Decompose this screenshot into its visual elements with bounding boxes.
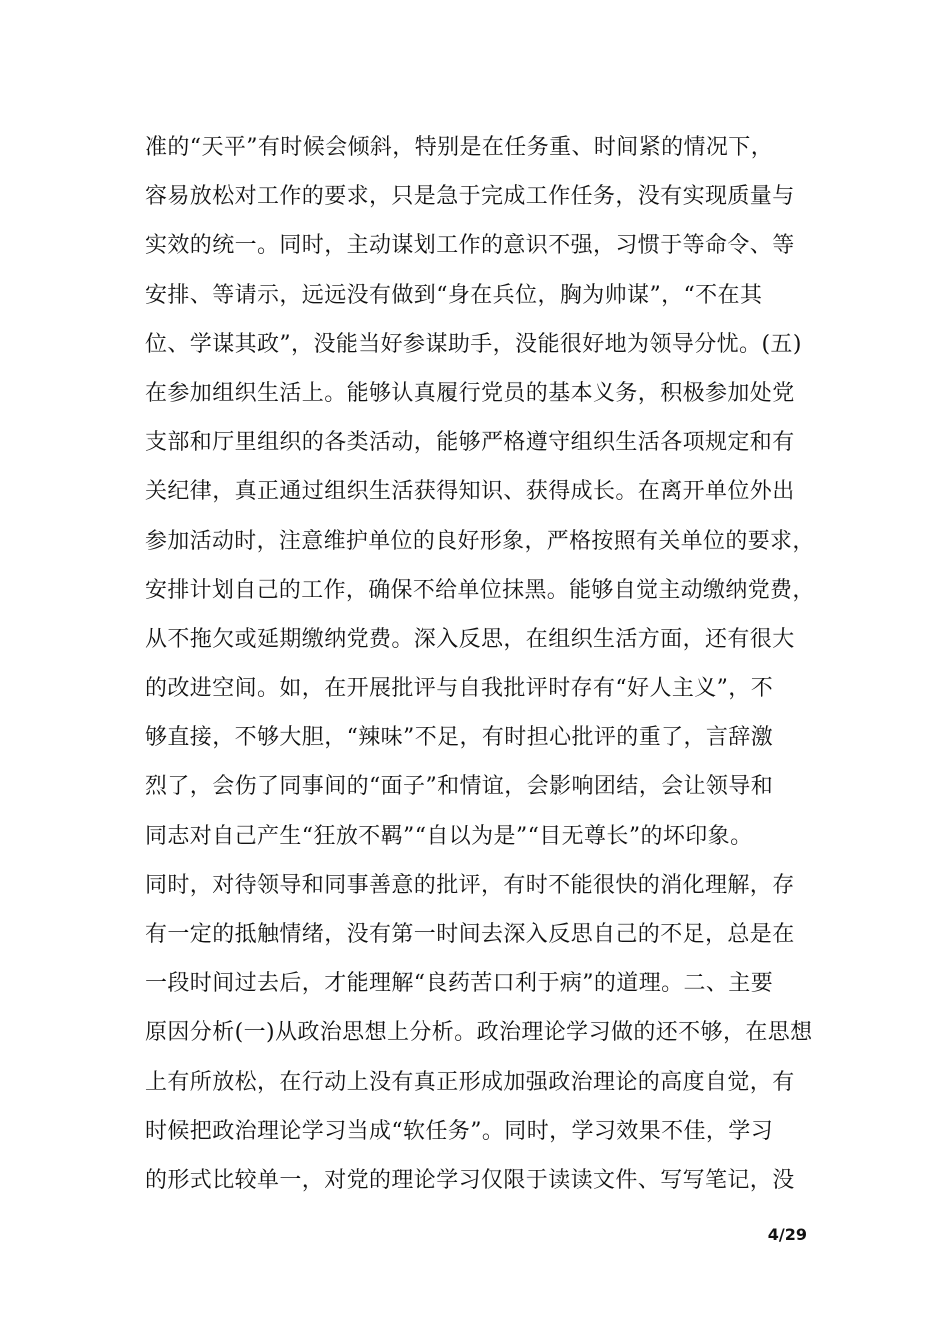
text-line: 准的“天平”有时候会倾斜，特别是在任务重、时间紧的情况下， [145, 135, 774, 160]
text-line: 上有所放松，在行动上没有真正形成加强政治理论的高度自觉，有 [145, 1069, 795, 1095]
page-number: 4/29 [767, 1225, 807, 1244]
text-line: 在参加组织生活上。能够认真履行党员的基本义务，积极参加处党 [145, 380, 795, 406]
text-line: 的形式比较单一，对党的理论学习仅限于读读文件、写写笔记，没 [145, 1167, 795, 1193]
text-line: 时候把政治理论学习当成“软任务”。同时，学习效果不佳，学习 [145, 1118, 774, 1144]
text-line: 同志对自己产生“狂放不羁”“自以为是”“目无尊长”的坏印象。 [145, 823, 753, 849]
text-line: 安排、等请示，远远没有做到“身在兵位，胸为帅谋”，“不在其 [145, 282, 763, 308]
text-line: 够直接，不够大胆，“辣味”不足，有时担心批评的重了，言辞激 [145, 725, 774, 751]
body-text [145, 128, 815, 1210]
text-line: 原因分析(一)从政治思想上分析。政治理论学习做的还不够，在思想 [145, 1020, 813, 1046]
text-line: 容易放松对工作的要求，只是急于完成工作任务，没有实现质量与 [145, 184, 795, 210]
text-line: 同时，对待领导和同事善意的批评，有时不能很快的消化理解，存 [145, 872, 795, 898]
text-line: 关纪律，真正通过组织生活获得知识、获得成长。在离开单位外出 [145, 479, 795, 505]
text-line: 实效的统一。同时，主动谋划工作的意识不强，习惯于等命令、等 [145, 233, 795, 259]
text-line: 安排计划自己的工作，确保不给单位抹黑。能够自觉主动缴纳党费， [145, 577, 815, 603]
text-line: 的改进空间。如，在开展批评与自我批评时存有“好人主义”，不 [145, 676, 774, 702]
text-line: 参加活动时，注意维护单位的良好形象，严格按照有关单位的要求， [145, 528, 815, 554]
text-line: 位、学谋其政”，没能当好参谋助手，没能很好地为领导分忧。(五) [145, 331, 802, 357]
text-line: 烈了，会伤了同事间的“面子”和情谊，会影响团结，会让领导和 [145, 774, 774, 800]
text-line: 有一定的抵触情绪，没有第一时间去深入反思自己的不足，总是在 [145, 922, 795, 947]
text-line: 支部和厅里组织的各类活动，能够严格遵守组织生活各项规定和有 [145, 430, 795, 456]
text-line: 一段时间过去后，才能理解“良药苦口利于病”的道理。二、主要 [145, 971, 774, 997]
text-line: 从不拖欠或延期缴纳党费。深入反思，在组织生活方面，还有很大 [145, 626, 795, 652]
